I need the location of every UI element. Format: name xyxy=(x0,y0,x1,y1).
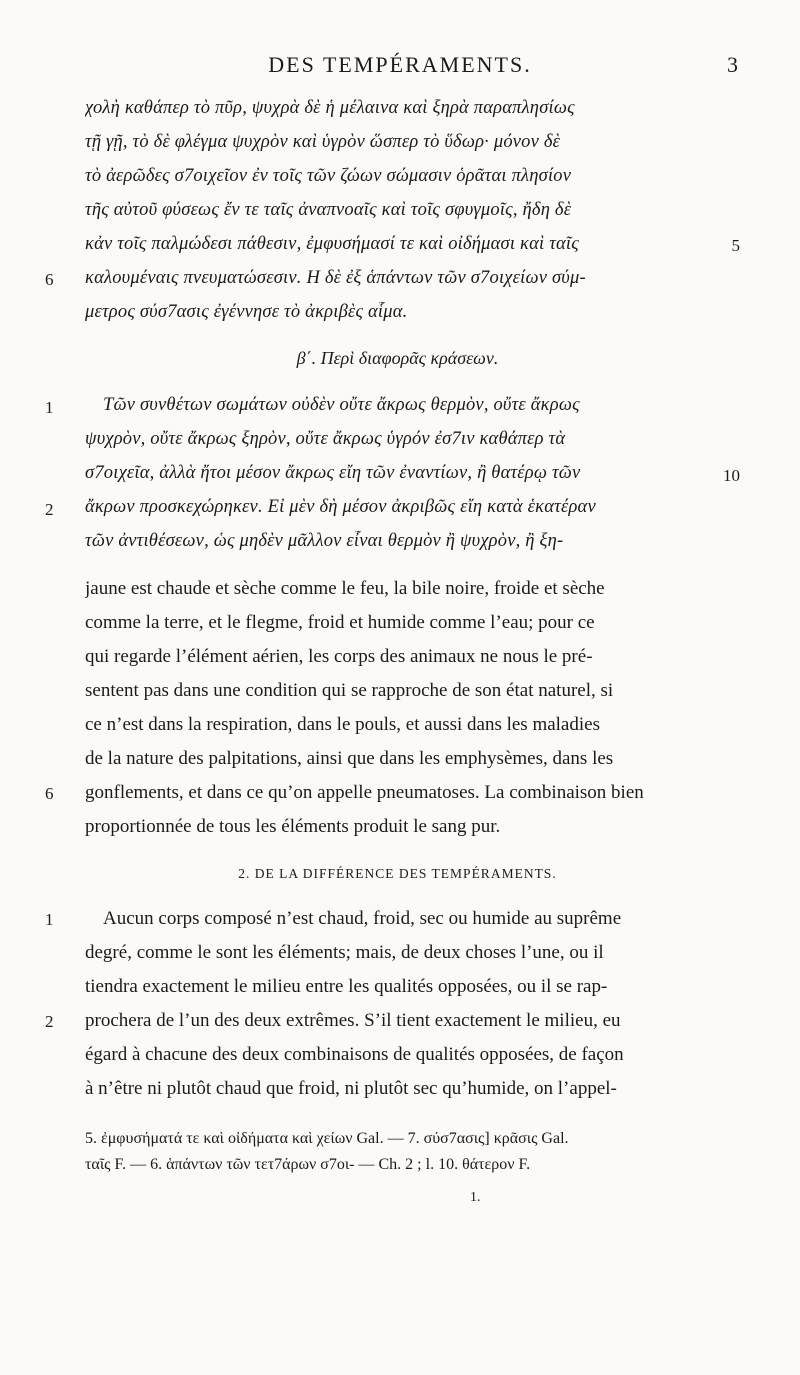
greek-line: καλουμέναις πνευματώσεσιν. Η δὲ ἐξ ἁπάντων τῶν σ7οιχείων σύμ- xyxy=(85,268,586,288)
french-line: tiendra exactement le milieu entre les qualités opposées, ou il se rap- xyxy=(85,976,608,997)
signature-mark: 1. xyxy=(470,1190,481,1205)
greek-line: ψυχρὸν, οὔτε ἄκρως ξηρὸν, οὔτε ἄκρως ὑγρόν ἐσ7ιν καθάπερ τὰ xyxy=(85,429,566,449)
margin-line-number: 1 xyxy=(45,398,54,417)
french-line: gonflements, et dans ce qu’on appelle pneumatoses. La combinaison bien xyxy=(85,782,644,803)
critical-note: 5. ἐμφυσήματά τε καὶ οἰδήματα καὶ χείων Gal. — 7. σύσ7ασις] κρᾶσις Gal. xyxy=(85,1130,569,1147)
french-line: prochera de l’un des deux extrêmes. S’il tient exactement le milieu, eu xyxy=(85,1010,621,1031)
page-number: 3 xyxy=(727,52,738,77)
french-line: sentent pas dans une condition qui se rapproche de son état naturel, si xyxy=(85,680,614,701)
greek-line: μετρος σύσ7ασις ἐγέννησε τὸ ἀκριβὲς αἷμα. xyxy=(85,302,408,322)
margin-line-number: 5 xyxy=(731,236,740,255)
french-line: ce n’est dans la respiration, dans le pouls, et aussi dans les maladies xyxy=(85,714,600,735)
greek-line: κἀν τοῖς παλμώδεσι πάθεσιν, ἐμφυσήμασί τε καὶ οἰδήμασι καὶ ταῖς xyxy=(85,234,579,254)
french-line: de la nature des palpitations, ainsi que dans les emphysèmes, dans les xyxy=(85,748,614,769)
margin-line-number: 2 xyxy=(45,1012,54,1031)
critical-note: ταῖς F. — 6. ἁπάντων τῶν τετ7άρων σ7οι- — Ch. 2 ; l. 10. θάτερον F. xyxy=(85,1156,531,1173)
french-line: égard à chacune des deux combinaisons de qualités opposées, de façon xyxy=(85,1044,624,1065)
french-line: comme la terre, et le flegme, froid et humide comme l’eau; pour ce xyxy=(85,612,595,633)
french-line: degré, comme le sont les éléments; mais, de deux choses l’une, ou il xyxy=(85,942,604,963)
margin-line-number: 10 xyxy=(723,466,740,485)
french-line: qui regarde l’élément aérien, les corps des animaux ne nous le pré- xyxy=(85,646,593,667)
french-line: Aucun corps composé n’est chaud, froid, sec ou humide au suprême xyxy=(103,908,622,929)
greek-line: τῆς αὐτοῦ φύσεως ἔν τε ταῖς ἀναπνοαῖς καὶ τοῖς σφυγμοῖς, ἤδη δὲ xyxy=(85,200,572,220)
greek-line: τῶν ἀντιθέσεων, ὡς μηδὲν μᾶλλον εἶναι θερμὸν ἢ ψυχρὸν, ἢ ξη- xyxy=(85,531,564,551)
greek-line: χολὴ καθάπερ τὸ πῦρ, ψυχρὰ δὲ ἡ μέλαινα καὶ ξηρὰ παραπλησίως xyxy=(85,98,575,118)
french-line: proportionnée de tous les éléments produit le sang pur. xyxy=(85,816,501,837)
greek-line: Τῶν συνθέτων σωμάτων οὐδὲν οὔτε ἄκρως θερμὸν, οὔτε ἄκρως xyxy=(103,395,580,415)
greek-line: σ7οιχεῖα, ἀλλὰ ἤτοι μέσον ἄκρως εἴη τῶν ἐναντίων, ἢ θατέρῳ τῶν xyxy=(85,463,581,483)
margin-line-number: 6 xyxy=(45,784,54,803)
greek-line: τῇ γῇ, τὸ δὲ φλέγμα ψυχρὸν καὶ ὑγρὸν ὥσπερ τὸ ὕδωρ· μόνον δὲ xyxy=(85,132,561,152)
margin-line-number: 1 xyxy=(45,910,54,929)
margin-line-number: 6 xyxy=(45,270,54,289)
greek-section-title: β΄. Περὶ διαφορᾶς κράσεων. xyxy=(296,348,499,368)
greek-line: ἄκρων προσκεχώρηκεν. Εἰ μὲν δὴ μέσον ἀκριβῶς εἴη κατὰ ἑκατέραν xyxy=(85,497,596,517)
greek-line: τὸ ἀερῶδες σ7οιχεῖον ἐν τοῖς τῶν ζώων σώμασιν ὁρᾶται πλησίον xyxy=(85,166,572,186)
french-line: jaune est chaude et sèche comme le feu, la bile noire, froide et sèche xyxy=(85,578,605,599)
french-section-title: 2. DE LA DIFFÉRENCE DES TEMPÉRAMENTS. xyxy=(238,866,557,881)
running-head: DES TEMPÉRAMENTS. xyxy=(268,52,532,77)
french-line: à n’être ni plutôt chaud que froid, ni plutôt sec qu’humide, on l’appel- xyxy=(85,1078,617,1099)
margin-line-number: 2 xyxy=(45,500,54,519)
